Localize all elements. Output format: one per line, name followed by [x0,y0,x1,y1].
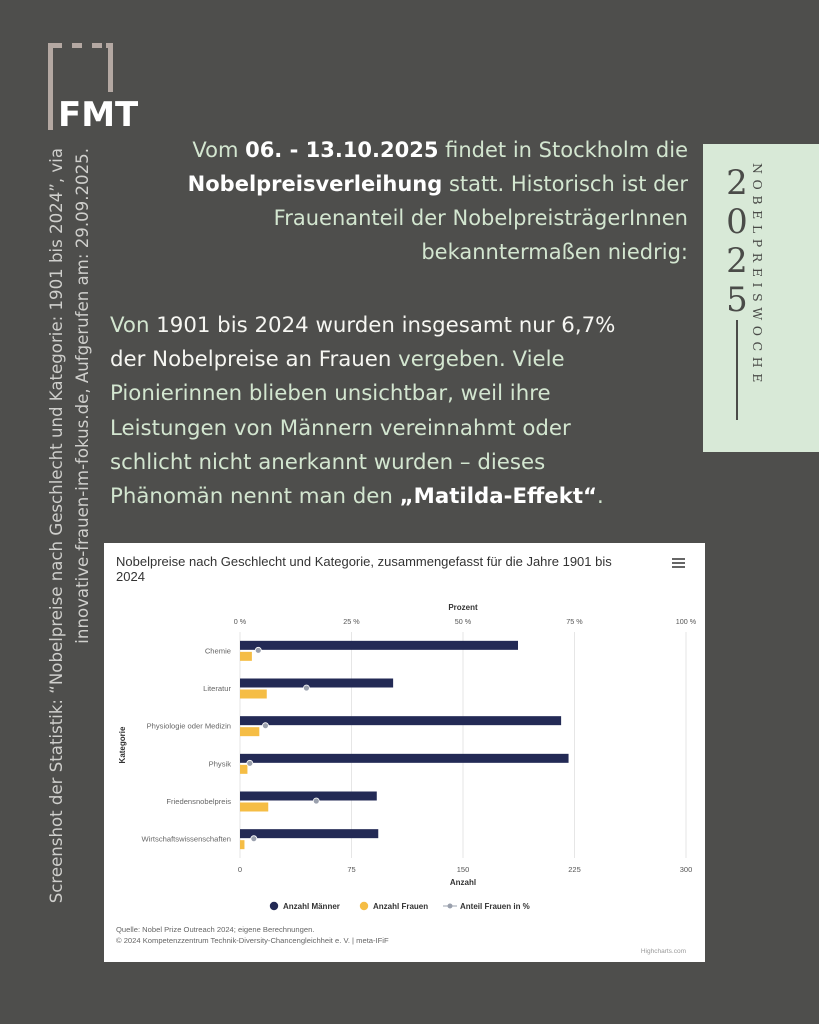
percent-marker[interactable] [255,647,261,653]
text-line [88,167,688,201]
x-tick-label: 150 [456,865,470,874]
badge-year [721,164,753,320]
text-segment: Phänomän nennt man den [110,484,400,510]
category-label: Friedensnobelpreis [166,797,231,806]
text-segment: Von [110,313,157,338]
category-label: Literatur [203,684,231,693]
chart-title: Nobelpreise nach Geschlecht und Kategorie, zusammengefasst für die Jahre 1901 bis 2024 [116,554,612,584]
percent-marker[interactable] [303,685,309,691]
category-label: Wirtschaftswissenschaften [141,834,231,844]
bar-men[interactable] [240,679,393,688]
highcharts-credit-link[interactable]: Highcharts.com [640,948,686,955]
legend-men-icon[interactable] [270,902,278,910]
text-segment: findet in Stockholm die [438,138,688,162]
credit-line-2: innovative-frauen-im-fokus.de, Aufgerufen am: 29.09.2025. [73,148,92,644]
x-axis-title: Anzahl [449,878,477,887]
text-line [110,446,710,480]
screenshot-credit [44,148,104,978]
text-segment: 1901 bis 2024 wurden insgesamt nur 6,7% [156,313,616,338]
bar-men[interactable] [240,829,378,838]
x2-tick-label: 0 % [233,617,247,626]
year-digit: 2 [726,163,748,203]
text-segment: Leistungen von Männern vereinnahmt oder [110,415,571,441]
x-tick-label: 300 [679,865,693,874]
emphasis-text: „Matilda-Effekt“ [399,484,598,510]
x2-tick-label: 100 % [675,617,697,626]
bar-women[interactable] [240,765,247,774]
bar-women[interactable] [240,690,267,699]
category-label: Physiologie oder Medizin [146,721,231,731]
category-label: Chemie [204,646,231,656]
text-line [88,235,688,269]
legend-men[interactable]: Anzahl Männer [283,902,340,911]
percent-marker[interactable] [313,798,319,804]
y-axis-title: Kategorie [118,726,127,764]
legend-women-icon[interactable] [360,902,368,910]
text-line [110,412,710,446]
x-tick-label: 225 [568,865,581,874]
text-line [110,480,710,514]
text-segment: bekanntermaßen niedrig: [421,240,688,264]
bar-women[interactable] [240,652,252,661]
legend-women[interactable]: Anzahl Frauen [373,902,429,911]
text-line [110,343,710,377]
bar-men[interactable] [240,641,518,650]
bar-men[interactable] [240,792,377,801]
text-line [110,309,710,343]
body-paragraph [110,309,710,514]
bar-men[interactable] [240,716,561,725]
credit-line-1: Screenshot der Statistik: “Nobelpreise nach Geschlecht und Kategorie: 1901 bis 2024”, via [47,148,66,904]
text-segment: . [597,484,604,510]
source-line: Quelle: Nobel Prize Outreach 2024; eigene Berechnungen. [116,925,315,934]
badge-label: NOBELPREISWOCHE [750,163,765,388]
x2-tick-label: 25 % [343,617,360,626]
emphasis-text: 06. - 13.10.2025 [245,138,439,162]
logo-bracket-icon [44,40,139,132]
emphasis-text: Nobelpreisverleihung [187,172,443,196]
percent-marker[interactable] [247,760,253,766]
text-segment: vergeben. Viele [391,347,565,373]
x2-tick-label: 75 % [566,617,583,626]
x2-tick-label: 50 % [454,617,472,626]
badge-divider [736,320,738,420]
year-digit: 0 [726,202,748,242]
text-line [88,201,688,235]
text-segment: statt. Historisch ist der [442,172,688,196]
fmt-logo [44,40,139,132]
x-tick-label: 75 [347,865,356,874]
bar-chart [104,543,705,962]
nobelpreiswoche-badge [703,144,819,452]
bar-women[interactable] [240,803,268,812]
text-segment: Vom [192,138,246,162]
x2-axis-title: Prozent [448,603,478,612]
year-digit: 5 [726,280,748,320]
text-segment: der Nobelpreise an Frauen [110,347,392,373]
chart-source [116,924,389,946]
copyright-line: © 2024 Kompetenzzentrum Technik-Diversity-Chancengleichheit e. V. | meta-IFiF [116,936,389,945]
x-tick-label: 0 [237,865,243,874]
text-line [110,377,710,411]
text-segment: Frauenanteil der NobelpreisträgerInnen [273,206,688,230]
text-segment: schlicht nicht anerkannt wurden – dieses [110,449,546,475]
year-digit: 2 [726,241,748,281]
text-line [88,133,688,167]
chart-card [104,543,705,962]
text-segment: Pionierinnen blieben unsichtbar, weil ihre [110,381,551,407]
bar-women[interactable] [240,727,259,736]
bar-men[interactable] [240,754,569,763]
legend-percent[interactable]: Anteil Frauen in % [460,902,530,911]
legend-percent-icon[interactable] [448,904,453,909]
bar-women[interactable] [240,840,244,849]
percent-marker[interactable] [262,723,268,729]
percent-marker[interactable] [251,836,257,842]
logo-text: FMT [58,95,139,132]
category-label: Physik [208,759,231,769]
intro-paragraph [88,133,688,269]
